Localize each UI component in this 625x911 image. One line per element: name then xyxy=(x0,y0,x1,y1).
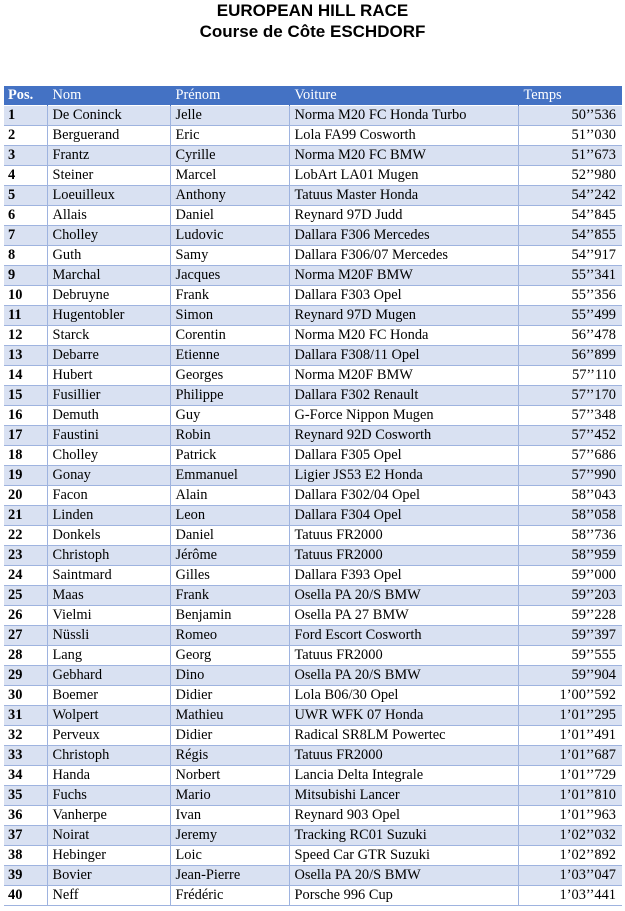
cell-voiture: Radical SR8LM Powertec xyxy=(289,726,518,746)
cell-nom: Bovier xyxy=(47,866,170,886)
cell-pos: 7 xyxy=(4,226,47,246)
cell-pos: 32 xyxy=(4,726,47,746)
cell-voiture: Norma M20 FC Honda xyxy=(289,326,518,346)
cell-nom: Guth xyxy=(47,246,170,266)
cell-pos: 29 xyxy=(4,666,47,686)
cell-pos: 26 xyxy=(4,606,47,626)
table-row xyxy=(4,106,622,126)
cell-voiture: Norma M20F BMW xyxy=(289,366,518,386)
table-row xyxy=(4,406,622,426)
cell-temps: 57’’452 xyxy=(518,426,622,446)
cell-temps: 57’’110 xyxy=(518,366,622,386)
cell-temps: 54’’917 xyxy=(518,246,622,266)
cell-prenom: Mario xyxy=(170,786,289,806)
cell-pos: 12 xyxy=(4,326,47,346)
cell-temps: 57’’348 xyxy=(518,406,622,426)
cell-nom: Saintmard xyxy=(47,566,170,586)
column-header-prenom: Prénom xyxy=(170,86,289,106)
cell-temps: 54’’855 xyxy=(518,226,622,246)
cell-voiture: Norma M20F BMW xyxy=(289,266,518,286)
table-row xyxy=(4,526,622,546)
cell-voiture: Osella PA 20/S BMW xyxy=(289,666,518,686)
cell-temps: 57’’990 xyxy=(518,466,622,486)
cell-nom: Linden xyxy=(47,506,170,526)
cell-temps: 52’’980 xyxy=(518,166,622,186)
table-row xyxy=(4,846,622,866)
cell-prenom: Etienne xyxy=(170,346,289,366)
table-row xyxy=(4,186,622,206)
cell-prenom: Benjamin xyxy=(170,606,289,626)
cell-prenom: Patrick xyxy=(170,446,289,466)
cell-pos: 39 xyxy=(4,866,47,886)
cell-pos: 25 xyxy=(4,586,47,606)
cell-temps: 55’’499 xyxy=(518,306,622,326)
table-row xyxy=(4,346,622,366)
table-row xyxy=(4,606,622,626)
cell-prenom: Daniel xyxy=(170,526,289,546)
table-row xyxy=(4,646,622,666)
table-row xyxy=(4,286,622,306)
cell-prenom: Ludovic xyxy=(170,226,289,246)
cell-nom: Berguerand xyxy=(47,126,170,146)
cell-pos: 37 xyxy=(4,826,47,846)
cell-nom: Debruyne xyxy=(47,286,170,306)
cell-voiture: Mitsubishi Lancer xyxy=(289,786,518,806)
cell-voiture: Lancia Delta Integrale xyxy=(289,766,518,786)
cell-temps: 57’’170 xyxy=(518,386,622,406)
cell-pos: 1 xyxy=(4,106,47,126)
cell-nom: Noirat xyxy=(47,826,170,846)
cell-prenom: Marcel xyxy=(170,166,289,186)
cell-voiture: Dallara F304 Opel xyxy=(289,506,518,526)
cell-temps: 1’00’’592 xyxy=(518,686,622,706)
cell-prenom: Philippe xyxy=(170,386,289,406)
cell-prenom: Ivan xyxy=(170,806,289,826)
cell-pos: 35 xyxy=(4,786,47,806)
table-row xyxy=(4,626,622,646)
cell-pos: 34 xyxy=(4,766,47,786)
cell-voiture: Tatuus FR2000 xyxy=(289,526,518,546)
cell-prenom: Georges xyxy=(170,366,289,386)
cell-prenom: Guy xyxy=(170,406,289,426)
cell-voiture: Reynard 97D Mugen xyxy=(289,306,518,326)
cell-voiture: Lola B06/30 Opel xyxy=(289,686,518,706)
cell-voiture: Dallara F303 Opel xyxy=(289,286,518,306)
cell-temps: 55’’356 xyxy=(518,286,622,306)
cell-pos: 31 xyxy=(4,706,47,726)
cell-voiture: UWR WFK 07 Honda xyxy=(289,706,518,726)
cell-voiture: Tatuus Master Honda xyxy=(289,186,518,206)
cell-prenom: Didier xyxy=(170,726,289,746)
cell-prenom: Jérôme xyxy=(170,546,289,566)
cell-prenom: Frank xyxy=(170,286,289,306)
table-row xyxy=(4,386,622,406)
cell-prenom: Frédéric xyxy=(170,886,289,906)
cell-prenom: Leon xyxy=(170,506,289,526)
cell-voiture: Porsche 996 Cup xyxy=(289,886,518,906)
cell-nom: Hebinger xyxy=(47,846,170,866)
cell-pos: 23 xyxy=(4,546,47,566)
cell-voiture: G-Force Nippon Mugen xyxy=(289,406,518,426)
cell-voiture: Dallara F305 Opel xyxy=(289,446,518,466)
table-row xyxy=(4,226,622,246)
cell-temps: 1’03’’441 xyxy=(518,886,622,906)
cell-voiture: Ligier JS53 E2 Honda xyxy=(289,466,518,486)
cell-temps: 51’’030 xyxy=(518,126,622,146)
cell-temps: 50’’536 xyxy=(518,106,622,126)
cell-prenom: Samy xyxy=(170,246,289,266)
cell-nom: Boemer xyxy=(47,686,170,706)
table-row xyxy=(4,506,622,526)
cell-nom: Christoph xyxy=(47,546,170,566)
cell-temps: 54’’242 xyxy=(518,186,622,206)
cell-nom: Frantz xyxy=(47,146,170,166)
cell-temps: 1’03’’047 xyxy=(518,866,622,886)
cell-voiture: Norma M20 FC Honda Turbo xyxy=(289,106,518,126)
table-row xyxy=(4,246,622,266)
cell-pos: 20 xyxy=(4,486,47,506)
cell-nom: Faustini xyxy=(47,426,170,446)
cell-voiture: Osella PA 27 BMW xyxy=(289,606,518,626)
cell-voiture: Norma M20 FC BMW xyxy=(289,146,518,166)
page-title: EUROPEAN HILL RACE xyxy=(216,1,409,20)
cell-nom: Fusillier xyxy=(47,386,170,406)
cell-temps: 1’01’’729 xyxy=(518,766,622,786)
cell-nom: Cholley xyxy=(47,226,170,246)
cell-voiture: Dallara F306/07 Mercedes xyxy=(289,246,518,266)
table-row xyxy=(4,466,622,486)
cell-nom: Donkels xyxy=(47,526,170,546)
column-header-voiture: Voiture xyxy=(289,86,518,106)
cell-temps: 1’01’’963 xyxy=(518,806,622,826)
cell-pos: 3 xyxy=(4,146,47,166)
table-row xyxy=(4,206,622,226)
column-header-temps: Temps xyxy=(518,86,622,106)
cell-temps: 56’’478 xyxy=(518,326,622,346)
cell-prenom: Frank xyxy=(170,586,289,606)
cell-prenom: Dino xyxy=(170,666,289,686)
cell-nom: Marchal xyxy=(47,266,170,286)
cell-voiture: Lola FA99 Cosworth xyxy=(289,126,518,146)
table-row xyxy=(4,326,622,346)
cell-nom: Vielmi xyxy=(47,606,170,626)
cell-nom: Vanherpe xyxy=(47,806,170,826)
cell-voiture: Tatuus FR2000 xyxy=(289,746,518,766)
cell-pos: 27 xyxy=(4,626,47,646)
cell-pos: 13 xyxy=(4,346,47,366)
cell-voiture: Dallara F306 Mercedes xyxy=(289,226,518,246)
cell-nom: Starck xyxy=(47,326,170,346)
results-table xyxy=(4,86,622,906)
cell-temps: 1’01’’687 xyxy=(518,746,622,766)
table-row xyxy=(4,446,622,466)
cell-nom: Lang xyxy=(47,646,170,666)
cell-voiture: Dallara F302/04 Opel xyxy=(289,486,518,506)
column-header-nom: Nom xyxy=(47,86,170,106)
cell-prenom: Eric xyxy=(170,126,289,146)
column-header-pos: Pos. xyxy=(4,86,47,106)
table-row xyxy=(4,866,622,886)
cell-prenom: Georg xyxy=(170,646,289,666)
cell-nom: Allais xyxy=(47,206,170,226)
cell-temps: 56’’899 xyxy=(518,346,622,366)
cell-prenom: Norbert xyxy=(170,766,289,786)
cell-temps: 59’’397 xyxy=(518,626,622,646)
cell-prenom: Jacques xyxy=(170,266,289,286)
cell-voiture: Tracking RC01 Suzuki xyxy=(289,826,518,846)
cell-temps: 59’’203 xyxy=(518,586,622,606)
cell-pos: 24 xyxy=(4,566,47,586)
table-row xyxy=(4,266,622,286)
cell-pos: 36 xyxy=(4,806,47,826)
cell-prenom: Jeremy xyxy=(170,826,289,846)
cell-nom: Christoph xyxy=(47,746,170,766)
cell-voiture: Osella PA 20/S BMW xyxy=(289,866,518,886)
cell-voiture: LobArt LA01 Mugen xyxy=(289,166,518,186)
cell-pos: 19 xyxy=(4,466,47,486)
cell-prenom: Romeo xyxy=(170,626,289,646)
cell-pos: 2 xyxy=(4,126,47,146)
cell-prenom: Corentin xyxy=(170,326,289,346)
cell-pos: 30 xyxy=(4,686,47,706)
cell-voiture: Reynard 92D Cosworth xyxy=(289,426,518,446)
cell-nom: Nüssli xyxy=(47,626,170,646)
table-row xyxy=(4,566,622,586)
cell-pos: 17 xyxy=(4,426,47,446)
cell-temps: 58’’736 xyxy=(518,526,622,546)
cell-pos: 21 xyxy=(4,506,47,526)
table-row xyxy=(4,766,622,786)
cell-prenom: Simon xyxy=(170,306,289,326)
cell-pos: 5 xyxy=(4,186,47,206)
cell-pos: 14 xyxy=(4,366,47,386)
table-row xyxy=(4,146,622,166)
cell-voiture: Dallara F302 Renault xyxy=(289,386,518,406)
cell-temps: 1’01’’810 xyxy=(518,786,622,806)
cell-temps: 54’’845 xyxy=(518,206,622,226)
cell-pos: 15 xyxy=(4,386,47,406)
cell-nom: Perveux xyxy=(47,726,170,746)
table-row xyxy=(4,726,622,746)
cell-prenom: Alain xyxy=(170,486,289,506)
cell-pos: 4 xyxy=(4,166,47,186)
cell-nom: De Coninck xyxy=(47,106,170,126)
cell-prenom: Anthony xyxy=(170,186,289,206)
cell-temps: 57’’686 xyxy=(518,446,622,466)
cell-voiture: Osella PA 20/S BMW xyxy=(289,586,518,606)
cell-nom: Gonay xyxy=(47,466,170,486)
cell-voiture: Speed Car GTR Suzuki xyxy=(289,846,518,866)
table-row xyxy=(4,586,622,606)
cell-temps: 59’’904 xyxy=(518,666,622,686)
cell-voiture: Ford Escort Cosworth xyxy=(289,626,518,646)
cell-prenom: Robin xyxy=(170,426,289,446)
cell-nom: Steiner xyxy=(47,166,170,186)
cell-nom: Cholley xyxy=(47,446,170,466)
table-header-row xyxy=(4,86,622,106)
table-row xyxy=(4,746,622,766)
cell-temps: 1’01’’295 xyxy=(518,706,622,726)
cell-nom: Handa xyxy=(47,766,170,786)
cell-temps: 58’’058 xyxy=(518,506,622,526)
table-row xyxy=(4,426,622,446)
cell-temps: 55’’341 xyxy=(518,266,622,286)
cell-voiture: Tatuus FR2000 xyxy=(289,646,518,666)
cell-nom: Fuchs xyxy=(47,786,170,806)
cell-prenom: Mathieu xyxy=(170,706,289,726)
table-row xyxy=(4,826,622,846)
cell-temps: 59’’228 xyxy=(518,606,622,626)
cell-pos: 22 xyxy=(4,526,47,546)
cell-pos: 11 xyxy=(4,306,47,326)
cell-prenom: Didier xyxy=(170,686,289,706)
cell-nom: Hubert xyxy=(47,366,170,386)
cell-prenom: Gilles xyxy=(170,566,289,586)
table-row xyxy=(4,706,622,726)
cell-voiture: Reynard 903 Opel xyxy=(289,806,518,826)
table-row xyxy=(4,786,622,806)
cell-pos: 28 xyxy=(4,646,47,666)
cell-voiture: Tatuus FR2000 xyxy=(289,546,518,566)
cell-voiture: Dallara F393 Opel xyxy=(289,566,518,586)
cell-nom: Neff xyxy=(47,886,170,906)
cell-temps: 1’02’’032 xyxy=(518,826,622,846)
cell-temps: 59’’000 xyxy=(518,566,622,586)
table-row xyxy=(4,686,622,706)
cell-pos: 33 xyxy=(4,746,47,766)
table-row xyxy=(4,166,622,186)
cell-nom: Wolpert xyxy=(47,706,170,726)
cell-temps: 58’’959 xyxy=(518,546,622,566)
cell-nom: Loeuilleux xyxy=(47,186,170,206)
cell-pos: 6 xyxy=(4,206,47,226)
cell-pos: 40 xyxy=(4,886,47,906)
cell-temps: 1’01’’491 xyxy=(518,726,622,746)
table-row xyxy=(4,886,622,906)
table-row xyxy=(4,306,622,326)
table-row xyxy=(4,126,622,146)
table-row xyxy=(4,366,622,386)
cell-prenom: Cyrille xyxy=(170,146,289,166)
cell-pos: 38 xyxy=(4,846,47,866)
cell-pos: 8 xyxy=(4,246,47,266)
cell-nom: Facon xyxy=(47,486,170,506)
cell-pos: 9 xyxy=(4,266,47,286)
cell-prenom: Régis xyxy=(170,746,289,766)
cell-pos: 10 xyxy=(4,286,47,306)
cell-voiture: Dallara F308/11 Opel xyxy=(289,346,518,366)
cell-prenom: Jelle xyxy=(170,106,289,126)
page-subtitle: Course de Côte ESCHDORF xyxy=(199,22,426,41)
cell-pos: 18 xyxy=(4,446,47,466)
cell-temps: 58’’043 xyxy=(518,486,622,506)
cell-prenom: Daniel xyxy=(170,206,289,226)
cell-nom: Demuth xyxy=(47,406,170,426)
table-row xyxy=(4,666,622,686)
cell-nom: Gebhard xyxy=(47,666,170,686)
cell-nom: Maas xyxy=(47,586,170,606)
cell-temps: 59’’555 xyxy=(518,646,622,666)
table-row xyxy=(4,806,622,826)
cell-prenom: Emmanuel xyxy=(170,466,289,486)
cell-prenom: Jean-Pierre xyxy=(170,866,289,886)
cell-voiture: Reynard 97D Judd xyxy=(289,206,518,226)
cell-temps: 1’02’’892 xyxy=(518,846,622,866)
table-row xyxy=(4,546,622,566)
table-row xyxy=(4,486,622,506)
cell-pos: 16 xyxy=(4,406,47,426)
cell-prenom: Loic xyxy=(170,846,289,866)
cell-nom: Debarre xyxy=(47,346,170,366)
cell-nom: Hugentobler xyxy=(47,306,170,326)
cell-temps: 51’’673 xyxy=(518,146,622,166)
